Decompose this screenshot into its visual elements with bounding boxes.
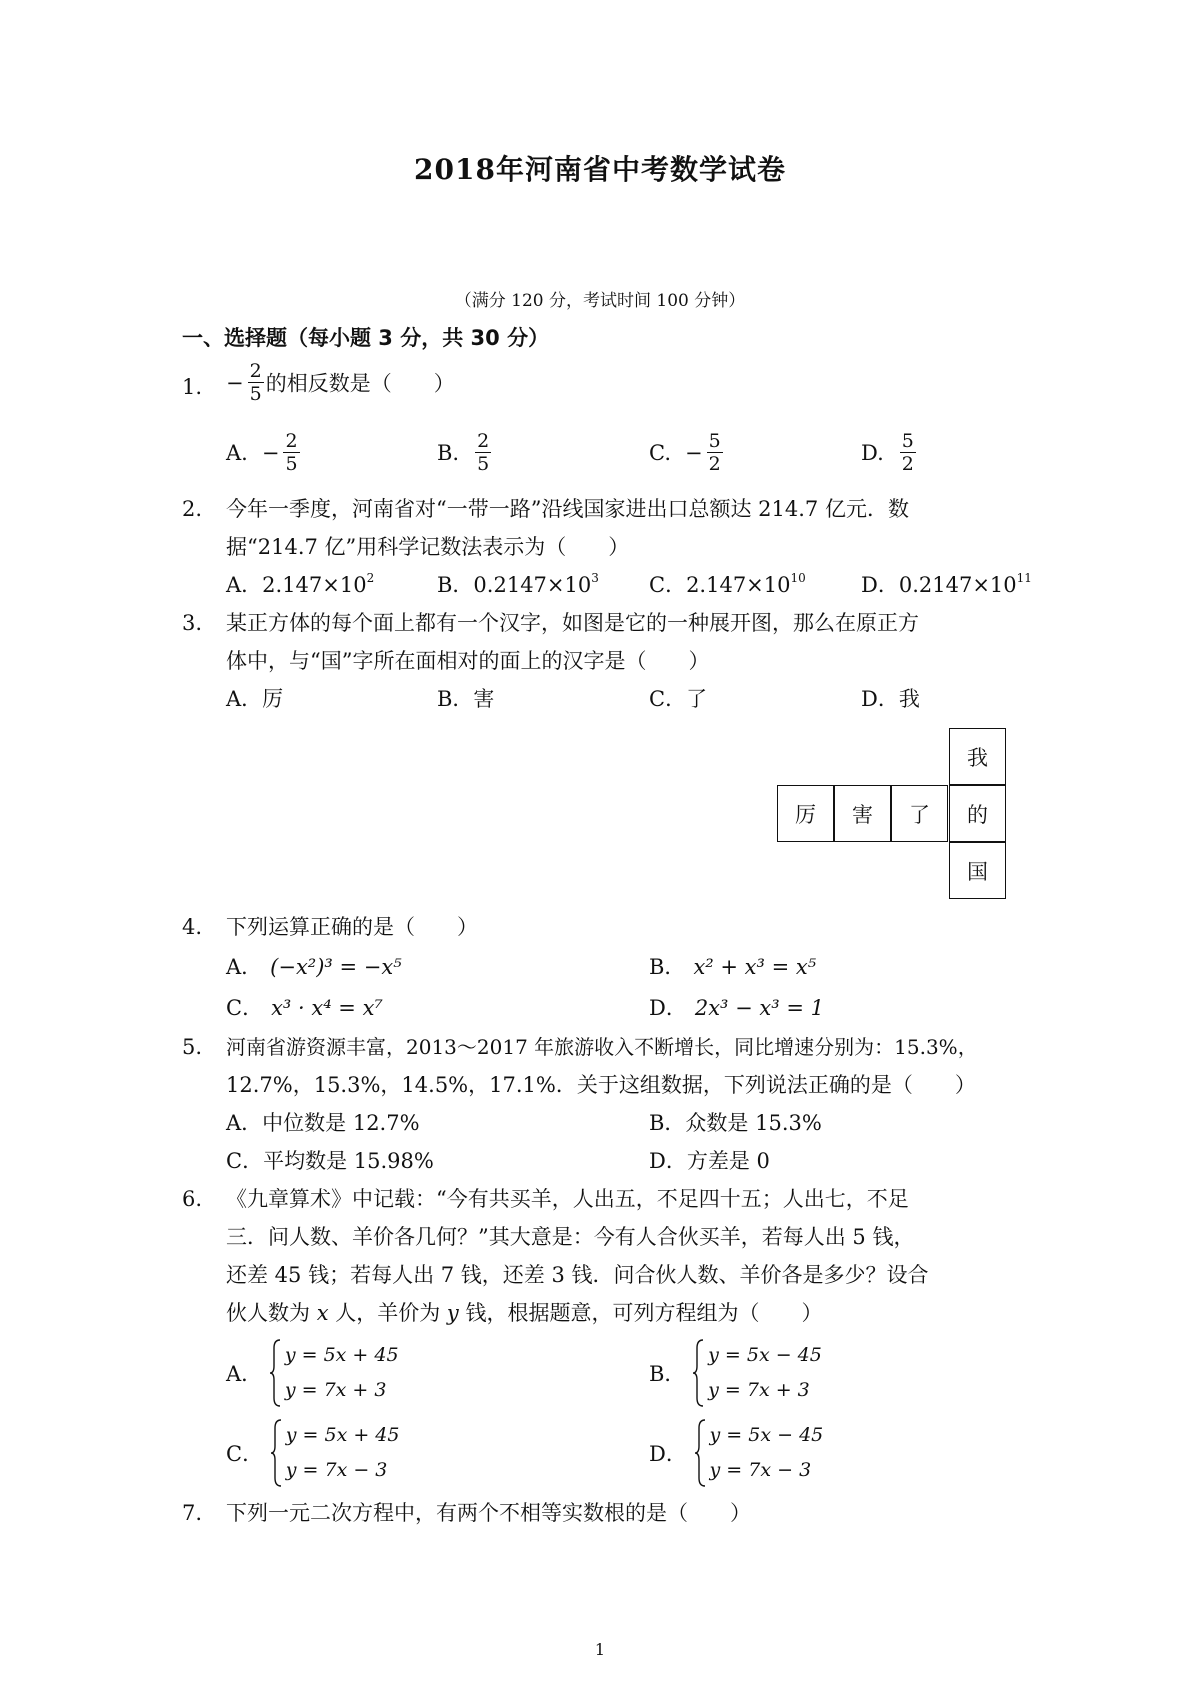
option-d: D． y = 5x − 45 y = 7x − 3 xyxy=(649,1418,823,1488)
option-c: C． y = 5x + 45 y = 7x − 3 xyxy=(226,1418,399,1488)
option-a: A． (−x²)³ = −x⁵ xyxy=(226,955,402,979)
option-d: D．方差是 0 xyxy=(649,1149,770,1173)
option-c: C．$2.147\times 10^{10}$ xyxy=(649,571,806,597)
option-b: B． y = 5x − 45 y = 7x + 3 xyxy=(649,1338,822,1408)
option-c: C．平均数是 15.98% xyxy=(226,1149,434,1173)
question-stem-line: 12.7%，15.3%，14.5%，17.1%．关于这组数据，下列说法正确的是（ ） xyxy=(226,1073,976,1097)
question-stem-line: 某正方体的每个面上都有一个汉字，如图是它的一种展开图，那么在原正方 xyxy=(226,611,919,635)
question-stem-line: 体中，与“国”字所在面相对的面上的汉字是（ ） xyxy=(226,649,710,673)
page-number: 1 xyxy=(594,1640,606,1659)
option-c: C． x³ · x⁴ = x⁷ xyxy=(226,996,383,1020)
cube-face: 的 xyxy=(949,785,1006,842)
page-title: 2018年河南省中考数学试卷 xyxy=(414,153,786,186)
question-number: 5. xyxy=(182,1035,203,1059)
option-a: A．厉 xyxy=(226,687,284,711)
option-b: B．$0.2147\times 10^3$ xyxy=(437,571,599,597)
option-a: A. − $\frac{2}{5}$ xyxy=(226,430,298,475)
question-stem: − $\frac{2}{5}$ 的相反数是（ ） xyxy=(226,360,455,405)
question-stem-line: 伙人数为 x 人，羊价为 y 钱，根据题意，可列方程组为（ ） xyxy=(226,1301,823,1325)
question-stem-line: 河南省游资源丰富，2013～2017 年旅游收入不断增长，同比增速分别为：15.3%， xyxy=(226,1035,978,1059)
section-heading: 一、选择题（每小题 3 分，共 30 分） xyxy=(182,326,550,350)
option-b: B．众数是 15.3% xyxy=(649,1111,822,1135)
question-stem: 下列一元二次方程中，有两个不相等实数根的是（ ） xyxy=(226,1501,751,1525)
option-d: D．$0.2147\times 10^{11}$ xyxy=(861,571,1032,597)
cube-face: 害 xyxy=(834,785,891,842)
option-a: A．$2.147\times 10^2$ xyxy=(226,571,375,597)
question-number: 4. xyxy=(182,915,203,939)
option-d: D. $\frac{5}{2}$ xyxy=(861,430,914,475)
option-d: D． 2x³ − x³ = 1 xyxy=(649,996,824,1020)
option-c: C．了 xyxy=(649,687,708,711)
cube-face: 了 xyxy=(891,785,948,842)
option-b: B. $\frac{2}{5}$ xyxy=(437,430,490,475)
question-stem-line: 还差 45 钱；若每人出 7 钱，还差 3 钱．问合伙人数、羊价各是多少？设合 xyxy=(226,1263,929,1287)
question-number: 1. xyxy=(182,375,203,399)
cube-face: 我 xyxy=(949,728,1006,785)
option-b: B． x² + x³ = x⁵ xyxy=(649,955,817,979)
question-stem-line: 《九章算术》中记载：“今有共买羊，人出五，不足四十五；人出七，不足 xyxy=(226,1187,909,1211)
question-stem-line: 三．问人数、羊价各几何？”其大意是：今有人合伙买羊，若每人出 5 钱， xyxy=(226,1225,915,1249)
question-number: 7. xyxy=(182,1501,203,1525)
question-number: 3. xyxy=(182,611,203,635)
option-d: D．我 xyxy=(861,687,920,711)
option-b: B．害 xyxy=(437,687,495,711)
option-c: C. − $\frac{5}{2}$ xyxy=(649,430,721,475)
question-stem-line: 今年一季度，河南省对“一带一路”沿线国家进出口总额达 214.7 亿元．数 xyxy=(226,497,909,521)
question-stem: 下列运算正确的是（ ） xyxy=(226,915,478,939)
cube-face: 国 xyxy=(949,842,1006,899)
question-number: 2. xyxy=(182,497,203,521)
question-number: 6. xyxy=(182,1187,203,1211)
exam-info: （满分 120 分，考试时间 100 分钟） xyxy=(454,291,746,311)
cube-face: 厉 xyxy=(777,785,834,842)
question-stem-line: 据“214.7 亿”用科学记数法表示为（ ） xyxy=(226,535,630,559)
option-a: A． y = 5x + 45 y = 7x + 3 xyxy=(226,1338,399,1408)
option-a: A．中位数是 12.7% xyxy=(226,1111,420,1135)
